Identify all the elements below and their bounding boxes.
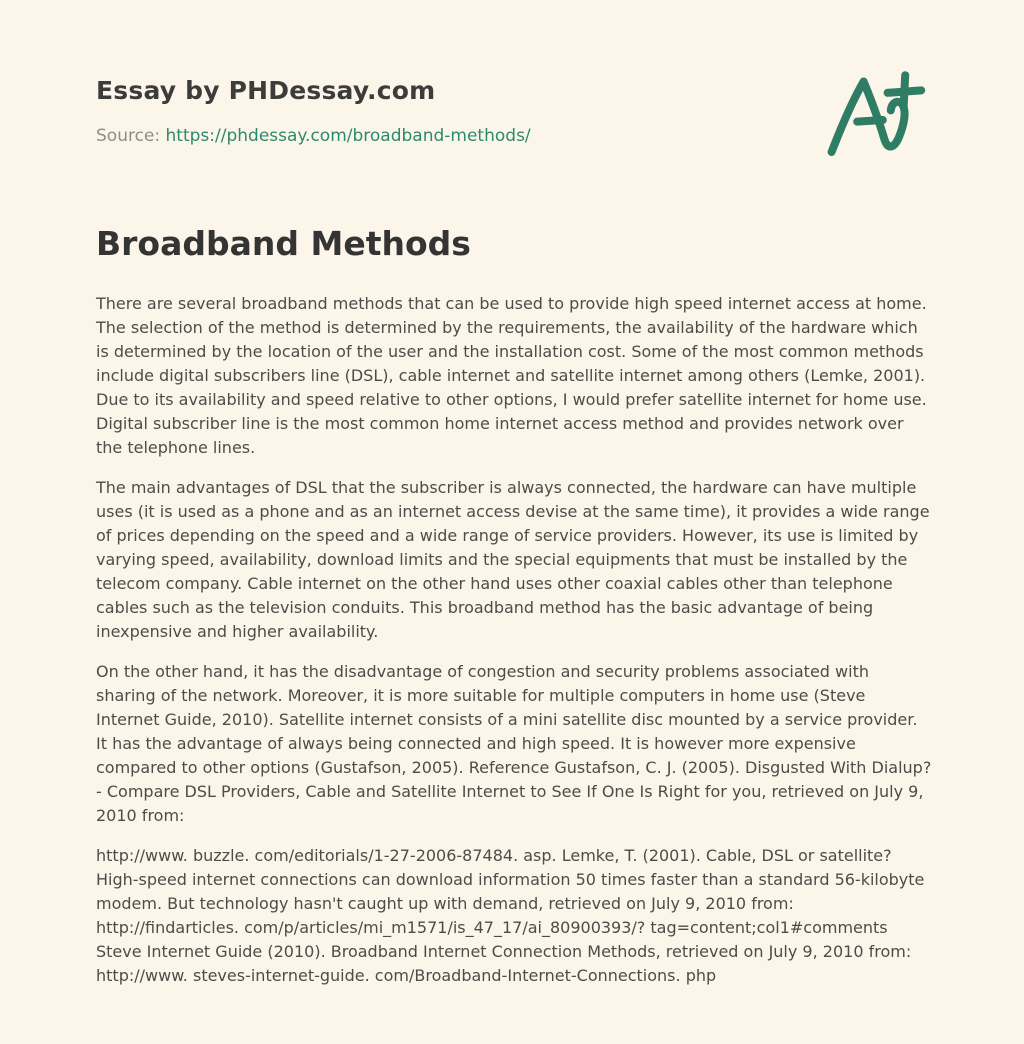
essay-paragraph-1: There are several broadband methods that can be used to provide high speed internet access at home. The selection of the method is determined by the requirements, the availability of the hardware which is determined by the location of the user and the installation cost. Some of the most common methods include digital subscribers line (DSL), cable internet and satellite internet among others (Lemke, 2001). Due to its availability and speed relative to other options, I would prefer satellite internet for home use. Digital subscriber line is the most common home internet access method and provides network over the telephone lines. — [96, 293, 927, 457]
essay-paragraph-3: On the other hand, it has the disadvantage of congestion and security problems associated with sharing of the network. Moreover, it is more suitable for multiple computers in home use (Steve Internet Guide, 2010). Satellite internet consists of a mini satellite disc mounted by a service provider. It has the advantage of always being connected and high speed. It is however more expensive compared to other options (Gustafson, 2005). Reference Gustafson, C. J. (2005). Disgusted With Dialup? - Compare DSL Providers, Cable and Satellite Internet to See If One Is Right for you, retrieved on July 9, 2010 from: — [96, 661, 932, 825]
essay-paragraph-2: The main advantages of DSL that the subscriber is always connected, the hardware can have multiple uses (it is used as a phone and as an internet access devise at the same time), it provides a wide range of prices depending on the speed and a wide range of service providers. However, its use is limited by varying speed, availability, download limits and the special equipments that must be installed by the telecom company. Cable internet on the other hand uses other coaxial cables other than telephone cables such as the television conduits. This broadband method has the basic advantage of being inexpensive and higher availability. — [96, 477, 930, 641]
source-label: Source: — [96, 126, 161, 146]
essay-title: Broadband Methods — [96, 224, 471, 263]
essay-body — [96, 292, 932, 988]
essay-paragraph-4: http://www. buzzle. com/editorials/1-27-2006-87484. asp. Lemke, T. (2001). Cable, DSL or satellite? High-speed internet connections can download information 50 times faster than a standard 56-kilobyte modem. But technology hasn't caught up with demand, retrieved on July 9, 2010 from: http://findarticles. com/p/articles/mi_m1571/is_47_17/ai_80900393/? tag=content;col1#comments Steve Internet Guide (2010). Broadband Internet Connection Methods, retrieved on July 9, 2010 from: http://www. steves-internet-guide. com/Broadband-Internet-Connections. php — [96, 845, 925, 985]
phdessay-a-plus-logo-icon — [822, 66, 926, 166]
site-header-title: Essay by PHDessay.com — [96, 76, 436, 105]
source-url-link[interactable]: https://phdessay.com/broadband-methods/ — [165, 126, 531, 146]
document-header — [96, 76, 932, 146]
source-line — [96, 126, 932, 146]
